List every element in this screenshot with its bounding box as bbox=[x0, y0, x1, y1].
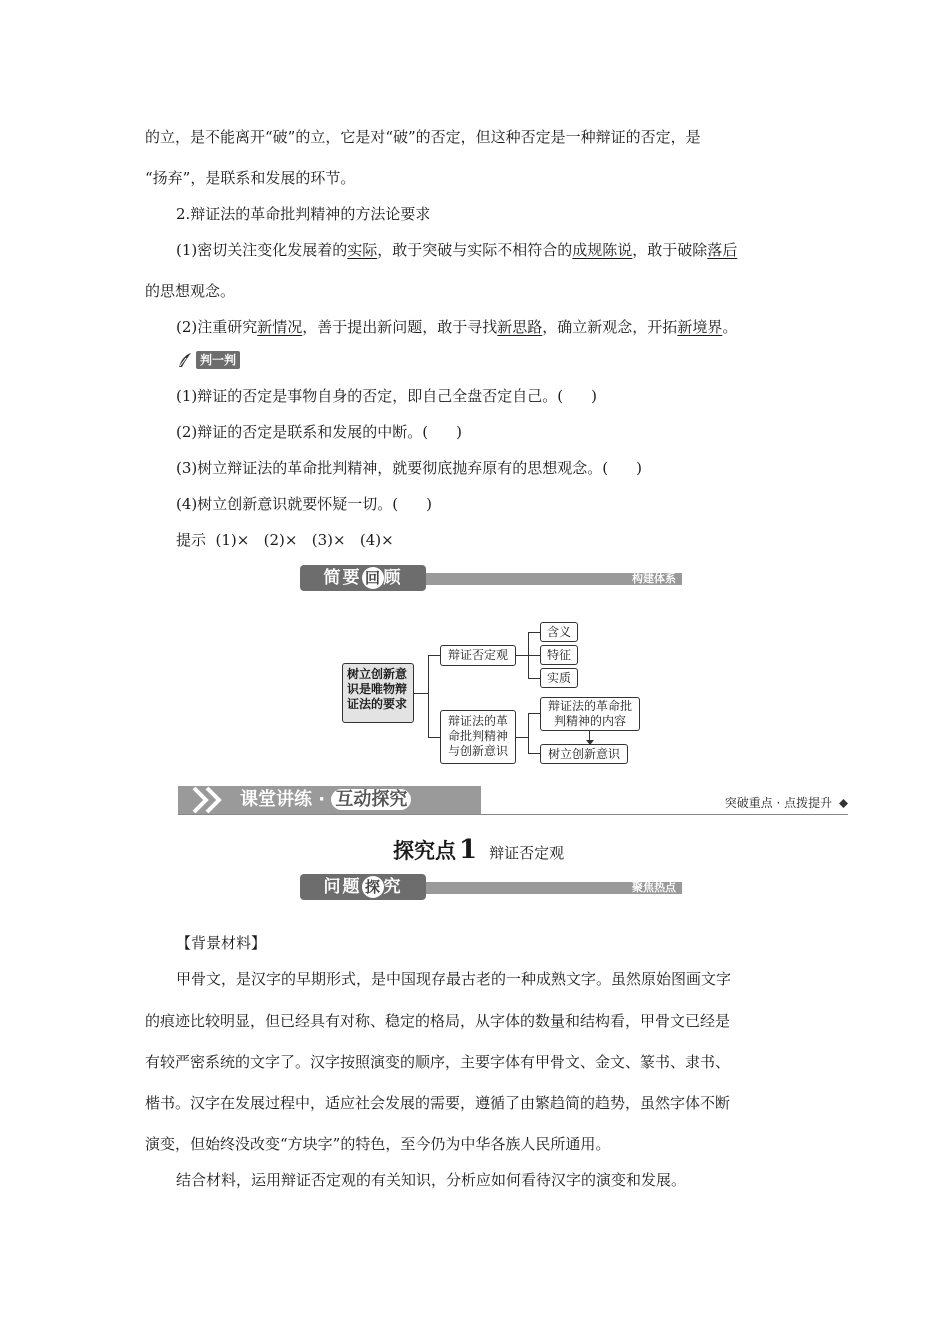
connector bbox=[428, 655, 440, 656]
explore-subtitle: 辩证否定观 bbox=[489, 844, 565, 862]
connector bbox=[528, 655, 540, 656]
mindmap-leaf-3: 实质 bbox=[540, 668, 578, 688]
judge-tag-label: 判一判 bbox=[196, 351, 240, 369]
material-line-3: 有较严密系统的文字了。汉字按照演变的顺序，主要字体有甲骨文、金文、篆书、隶书、 bbox=[145, 1053, 731, 1071]
judge-item-4 bbox=[176, 494, 432, 514]
connector bbox=[516, 737, 528, 738]
judge-item-1-text: (1)辩证的否定是事物自身的否定，即自己全盘否定自己。( bbox=[176, 387, 564, 405]
requirement-1-cont: 的思想观念。 bbox=[145, 282, 236, 300]
judge-hint: 提示 (1)× (2)× (3)× (4)× bbox=[176, 531, 394, 549]
req1-text-b: ，敢于突破与实际不相符合的 bbox=[377, 241, 573, 259]
judge-item-4-text: (4)树立创新意识就要怀疑一切。( bbox=[176, 495, 399, 513]
connector bbox=[428, 655, 429, 737]
judge-item-2 bbox=[176, 422, 462, 442]
mindmap-leaf-2a: 辩证法的革命批判精神的内容 bbox=[540, 697, 640, 731]
problem-banner-text-2: 究 bbox=[383, 877, 403, 897]
pen-icon bbox=[176, 351, 194, 369]
mindmap-leaf-1: 含义 bbox=[540, 622, 578, 642]
review-banner-circle: 回 bbox=[362, 567, 384, 589]
double-chevron-icon bbox=[192, 786, 232, 814]
problem-banner-pill bbox=[300, 874, 426, 900]
class-banner-pill bbox=[178, 786, 481, 814]
req1-underline-2: 成规陈说 bbox=[572, 241, 633, 259]
req2-underline-2: 新思路 bbox=[497, 318, 543, 336]
class-banner bbox=[178, 786, 848, 816]
judge-item-3-text: (3)树立辩证法的革命批判精神，就要彻底抛弃原有的思想观念。( bbox=[176, 459, 609, 477]
class-banner-text-1: 课堂讲练 · bbox=[240, 789, 332, 810]
material-line-1: 甲骨文，是汉字的早期形式，是中国现存最古老的一种成熟文字。虽然原始图画文字 bbox=[176, 970, 732, 988]
mindmap-leaf-2: 特征 bbox=[540, 645, 578, 665]
req2-text-a: (2)注重研究 bbox=[176, 318, 258, 336]
judge-item-2-close: ) bbox=[456, 423, 462, 441]
connector bbox=[528, 713, 529, 753]
arrow-down-icon bbox=[586, 740, 594, 745]
material-line-5: 演变，但始终没改变“方块字”的特色，至今仍为中华各族人民所通用。 bbox=[145, 1135, 611, 1153]
judge-item-1 bbox=[176, 386, 597, 406]
diamond-icon bbox=[839, 799, 848, 808]
arrow-line bbox=[589, 731, 590, 741]
req1-text-a: (1)密切关注变化发展着的 bbox=[176, 241, 348, 259]
review-banner bbox=[300, 565, 682, 591]
material-line-2: 的痕迹比较明显，但已经具有对称、稳定的格局，从字体的数量和结构看，甲骨文已经是 bbox=[145, 1012, 731, 1030]
material-line-4: 楷书。汉字在发展过程中，适应社会发展的需要，遵循了由繁趋简的趋势，虽然字体不断 bbox=[145, 1094, 731, 1112]
problem-banner bbox=[300, 874, 682, 900]
connector bbox=[528, 678, 540, 679]
connector bbox=[528, 632, 529, 678]
judge-item-2-text: (2)辩证的否定是联系和发展的中断。( bbox=[176, 423, 429, 441]
judge-item-4-close: ) bbox=[426, 495, 432, 513]
problem-banner-text-1: 问题 bbox=[323, 877, 362, 897]
req2-underline-1: 新情况 bbox=[257, 318, 303, 336]
req1-text-c: ，敢于破除 bbox=[632, 241, 708, 259]
review-banner-right: 构建体系 bbox=[632, 572, 676, 585]
req2-underline-3: 新境界 bbox=[677, 318, 723, 336]
mindmap-root: 树立创新意识是唯物辩证法的要求 bbox=[342, 663, 414, 723]
section-heading: 2.辩证法的革命批判精神的方法论要求 bbox=[176, 205, 431, 223]
explore-title bbox=[393, 835, 564, 868]
connector bbox=[516, 655, 528, 656]
class-banner-text-2: 互动探究 bbox=[331, 789, 411, 810]
class-banner-label bbox=[240, 786, 411, 814]
mindmap-branch-1: 辩证否定观 bbox=[440, 645, 516, 666]
intro-line-1: 的立，是不能离开“破”的立，它是对“破”的否定，但这种否定是一种辩证的否定，是 bbox=[145, 128, 701, 146]
req1-underline-1: 实际 bbox=[347, 241, 378, 259]
connector bbox=[528, 632, 540, 633]
connector bbox=[528, 753, 540, 754]
connector bbox=[528, 713, 540, 714]
review-banner-text-1: 简要 bbox=[323, 568, 362, 588]
class-banner-right bbox=[725, 796, 848, 810]
req2-text-d: 。 bbox=[722, 318, 738, 336]
judge-item-3 bbox=[176, 458, 642, 478]
connector bbox=[428, 737, 440, 738]
intro-line-2: “扬弃”，是联系和发展的环节。 bbox=[145, 169, 356, 187]
mindmap-leaf-2b: 树立创新意识 bbox=[540, 744, 628, 764]
req2-text-b: ，善于提出新问题，敢于寻找 bbox=[302, 318, 498, 336]
problem-banner-circle: 探 bbox=[362, 876, 384, 898]
req1-underline-3: 落后 bbox=[707, 241, 738, 259]
material-heading: 【背景材料】 bbox=[176, 934, 267, 952]
judge-item-3-close: ) bbox=[636, 459, 642, 477]
req2-text-c: ，确立新观念，开拓 bbox=[542, 318, 678, 336]
class-banner-right-text: 突破重点 · 点拨提升 bbox=[724, 796, 833, 810]
review-banner-text-2: 顾 bbox=[383, 568, 403, 588]
judge-item-1-close: ) bbox=[591, 387, 597, 405]
explore-title-number: 1 bbox=[459, 835, 478, 865]
connector bbox=[414, 693, 428, 694]
mindmap-branch-2: 辩证法的革命批判精神与创新意识 bbox=[440, 710, 516, 764]
explore-title-text: 探究点 bbox=[393, 839, 456, 863]
requirement-1 bbox=[176, 240, 737, 260]
class-banner-underline bbox=[178, 814, 848, 815]
question: 结合材料，运用辩证否定观的有关知识，分析应如何看待汉字的演变和发展。 bbox=[176, 1171, 687, 1189]
review-banner-pill bbox=[300, 565, 426, 591]
problem-banner-right: 聚焦热点 bbox=[632, 881, 676, 894]
requirement-2 bbox=[176, 317, 737, 337]
